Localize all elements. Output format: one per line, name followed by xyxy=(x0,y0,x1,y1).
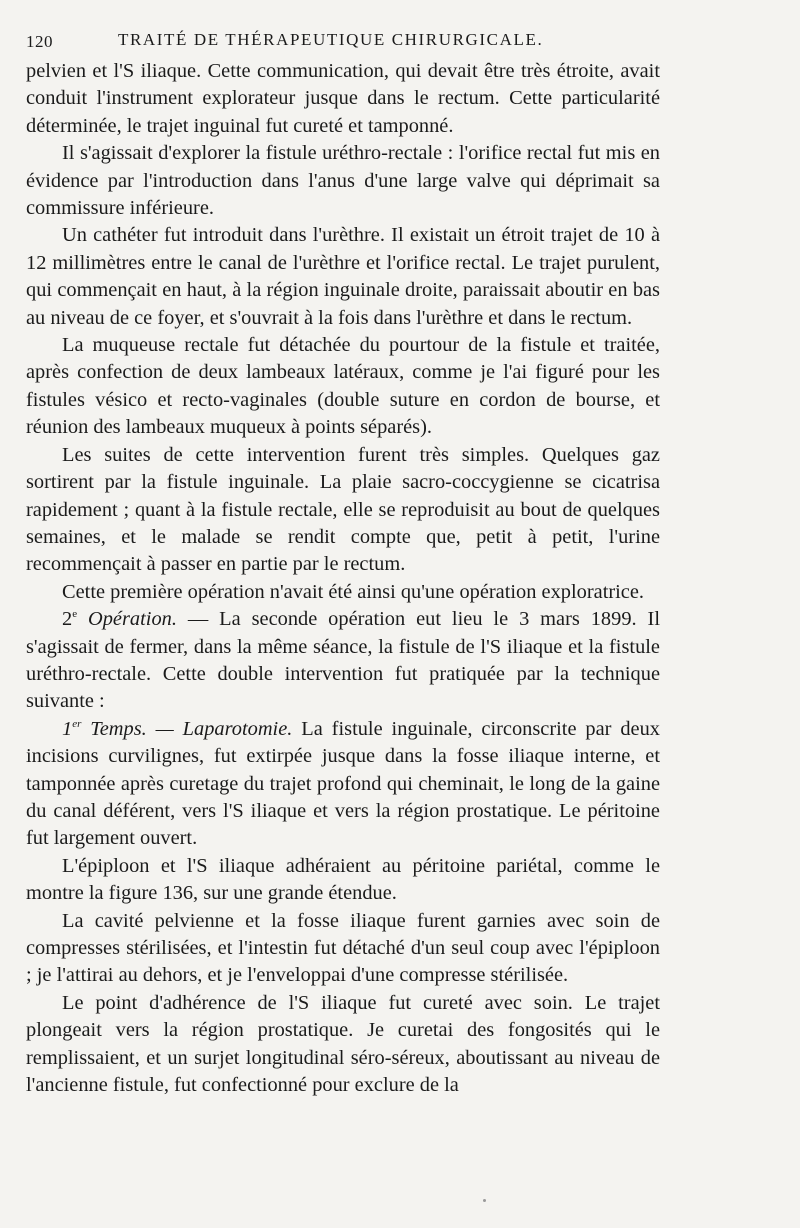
running-title: TRAITÉ DE THÉRAPEUTIQUE CHIRURGICALE. xyxy=(118,30,544,49)
paragraph xyxy=(26,140,660,222)
paragraph xyxy=(26,58,660,140)
paragraph-text: Les suites de cette intervention furent très simples. Quelques gaz sortirent par la fistule inguinale. La plaie sacro-coccygienne se cicatrisa rapidement ; quant à la fistule rectale, elle se reproduisit au bout de quelques semaines, et le malade se rendit compte que, petit à petit, l'urine recommençait à passer en partie par le rectum. xyxy=(26,443,660,576)
body-text xyxy=(26,58,660,1099)
paragraph-text: L'épiploon et l'S iliaque adhéraient au péritoine pariétal, comme le montre la figure 136, sur une grande étendue. xyxy=(26,854,660,905)
paragraph-text: pelvien et l'S iliaque. Cette communication, qui devait être très étroite, avait conduit l'instrument explorateur jusque dans le rectum. Cette particularité déterminée, le trajet inguinal fut cureté et tamponné. xyxy=(26,60,660,137)
page-number: 120 xyxy=(26,32,53,51)
paragraph xyxy=(26,716,660,853)
paragraph-text: La fistule inguinale, circonscrite par deux incisions curvilignes, fut extirpée jusque dans la fosse iliaque interne, et tamponnée après curetage du trajet profond qui cheminait, le long de la gaine du canal déférent, vers l'S iliaque et vers la région prostatique. Le péritoine fut largement ouvert. xyxy=(26,717,660,850)
paragraph-text: 2 xyxy=(62,608,73,631)
paragraph xyxy=(26,579,660,606)
superscript-text: er xyxy=(72,717,82,730)
paragraph xyxy=(26,332,660,442)
paragraph-text: Cette première opération n'avait été ainsi qu'une opération exploratrice. xyxy=(62,580,645,603)
paragraph-text: Le point d'adhérence de l'S iliaque fut cureté avec soin. Le trajet plongeait vers la région prostatique. Je curetai des fongosités qui le remplissaient, et un surjet longitudinal séro-séreux, aboutissant au niveau de l'ancienne fistule, fut confectionné pour exclure de la xyxy=(26,991,660,1097)
paragraph xyxy=(26,990,660,1100)
paragraph xyxy=(26,908,660,990)
paragraph xyxy=(26,222,660,332)
running-header xyxy=(26,18,660,58)
italic-text: 1 xyxy=(62,717,73,740)
paragraph-text: La muqueuse rectale fut détachée du pourtour de la fistule et traitée, après confection de deux lambeaux latéraux, comme je l'ai figuré pour les fistules vésico et recto-vaginales (double suture en cordon de bourse, et réunion des lambeaux muqueux à points séparés). xyxy=(26,334,660,439)
paper-speck xyxy=(483,1199,486,1202)
paragraph xyxy=(26,606,660,716)
paragraph-text: Il s'agissait d'explorer la fistule uréthro-rectale : l'orifice rectal fut mis en évidence par l'introduction dans l'anus d'une large valve qui déprimait sa commissure inférieure. xyxy=(26,142,660,220)
italic-text: Temps. — Laparotomie. xyxy=(81,717,293,740)
paragraph-text: — La seconde opération eut lieu le 3 mars 1899. Il s'agissait de fermer, dans la même séance, la fistule de l'S iliaque et la fistule uréthro-rectale. Cette double intervention fut pratiquée par la technique suivante : xyxy=(26,608,660,713)
paragraph xyxy=(26,853,660,908)
paragraph xyxy=(26,442,660,579)
superscript-text: e xyxy=(72,608,78,621)
paragraph-text: Un cathéter fut introduit dans l'urèthre. Il existait un étroit trajet de 10 à 12 millimètres entre le canal de l'urèthre et l'orifice rectal. Le trajet purulent, qui commençait en haut, à la région inguinale droite, paraissait aboutir en bas au niveau de ce foyer, et s'ouvrait à la fois dans l'urèthre et dans le rectum. xyxy=(26,224,660,329)
paragraph-text: La cavité pelvienne et la fosse iliaque furent garnies avec soin de compresses stérilisées, et l'intestin fut détaché d'un seul coup avec l'épiploon ; je l'attirai au dehors, et je l'enveloppai d'une compresse stérilisée. xyxy=(26,909,660,987)
italic-text: Opération. xyxy=(77,608,177,631)
